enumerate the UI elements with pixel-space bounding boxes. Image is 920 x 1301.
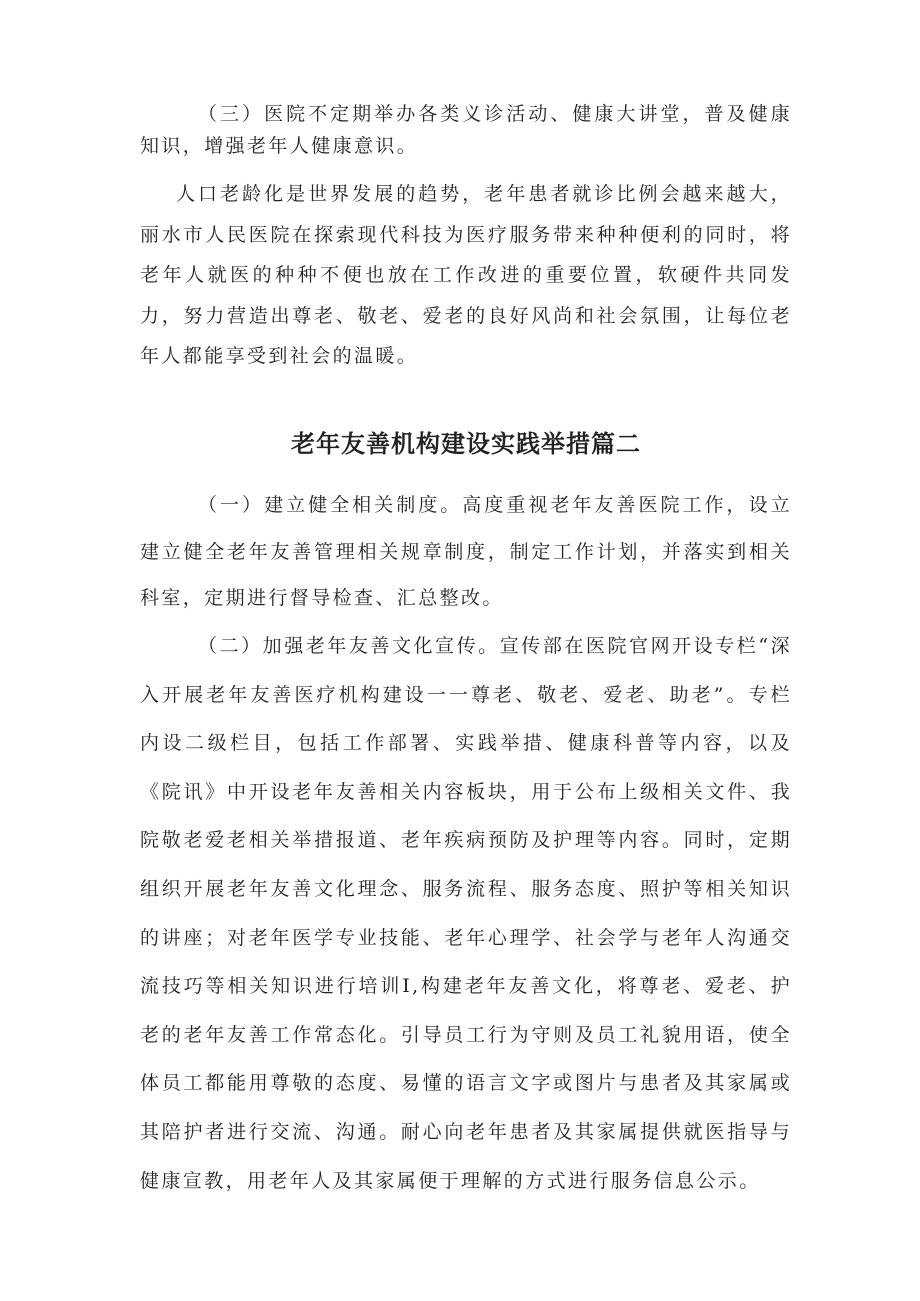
paragraph-culture-promotion: （二）加强老年友善文化宣传。宣传部在医院官网开设专栏“深入开展老年友善医疗机构建设一一尊老、敬老、爱老、助老”。专栏内设二级栏目，包括工作部署、实践举措、健康科普等内容，以及《院讯》中开设老年友善相关内容板块，用于公布上级相关文件、我院敬老爱老相关举措报道、老年疾病预防及护理等内容。同时，定期组织开展老年友善文化理念、服务流程、服务态度、照护等相关知识的讲座；对老年医学专业技能、老年心理学、社会学与老年人沟通交流技巧等相关知识进行培训I,构建老年友善文化，将尊老、爱老、护老的老年友善工作常态化。引导员工行为守则及员工礼貌用语，使全体员工都能用尊敬的态度、易懂的语言文字或图片与患者及其家属或其陪护者进行交流、沟通。耐心向老年患者及其家属提供就医指导与健康宣教，用老年人及其家属便于理解的方式进行服务信息公示。 bbox=[140, 635, 792, 1192]
paragraph-establish-systems: （一）建立健全相关制度。高度重视老年友善医院工作，设立建立健全老年友善管理相关规章制度，制定工作计划，并落实到相关科室，定期进行督导检查、汇总整改。 bbox=[140, 494, 792, 609]
paragraph-health-events: （三）医院不定期举办各类义诊活动、健康大讲堂，普及健康知识，增强老年人健康意识。 bbox=[140, 103, 792, 157]
section-heading: 老年友善机构建设实践举措篇二 bbox=[291, 430, 641, 458]
paragraph-aging-summary: 人口老龄化是世界发展的趋势，老年患者就诊比例会越来越大，丽水市人民医院在探索现代科技为医疗服务带来种种便利的同时，将老年人就医的种种不便也放在工作改进的重要位置，软硬件共同发力，努力营造出尊老、敬老、爱老的良好风尚和社会氛围，让每位老年人都能享受到社会的温暖。 bbox=[140, 183, 792, 368]
